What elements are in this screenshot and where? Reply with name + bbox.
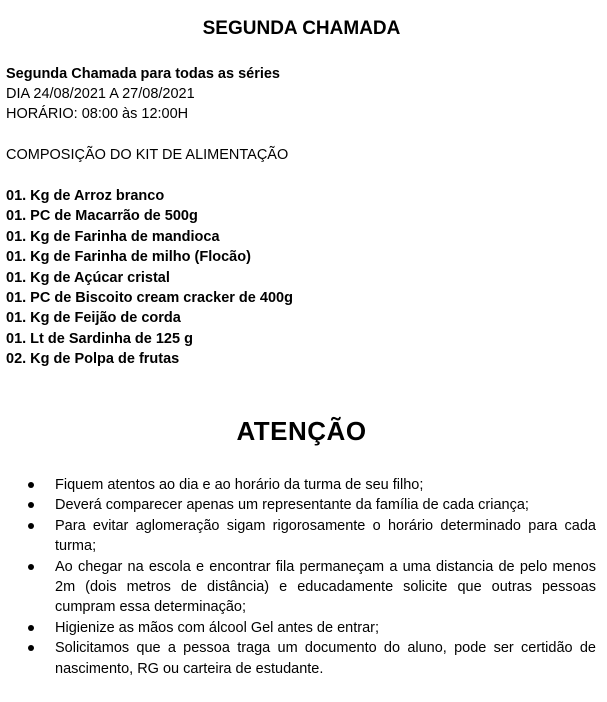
attention-notes-list xyxy=(28,475,596,679)
kit-item: 01. Kg de Açúcar cristal xyxy=(6,269,170,286)
kit-item: 02. Kg de Polpa de frutas xyxy=(6,351,180,368)
intro-schedule: HORÁRIO: 08:00 às 12:00H xyxy=(6,106,189,122)
intro-block xyxy=(6,64,596,124)
attention-note xyxy=(28,557,596,618)
bullet-icon xyxy=(28,564,34,570)
attention-note-text: Para evitar aglomeração sigam rigorosamente o horário determinado para cada turma; xyxy=(55,517,596,555)
bullet-icon xyxy=(28,645,34,651)
attention-note-text: Solicitamos que a pessoa traga um documento do aluno, pode ser certidão de nascimento, RG ou carteira de estudante. xyxy=(55,640,596,677)
attention-note xyxy=(28,618,596,638)
attention-note-text: Higienize as mãos com álcool Gel antes de entrar; xyxy=(55,619,379,636)
attention-note xyxy=(28,475,596,495)
attention-note xyxy=(28,495,596,515)
bullet-icon xyxy=(28,523,34,529)
intro-date-range: DIA 24/08/2021 A 27/08/2021 xyxy=(6,86,195,102)
attention-note xyxy=(28,638,596,679)
kit-heading: COMPOSIÇÃO DO KIT DE ALIMENTAÇÃO xyxy=(6,147,289,163)
kit-item: 01. Kg de Feijão de corda xyxy=(6,310,181,327)
page-title: SEGUNDA CHAMADA xyxy=(202,18,401,39)
attention-note-text: Fiquem atentos ao dia e ao horário da turma de seu filho; xyxy=(55,477,424,493)
kit-item: 01. Kg de Farinha de milho (Flocão) xyxy=(6,249,251,266)
attention-note xyxy=(28,516,596,557)
kit-item: 01. Kg de Farinha de mandioca xyxy=(6,228,220,245)
bullet-icon xyxy=(28,625,34,631)
attention-note-text: Ao chegar na escola e encontrar fila permaneçam a uma distancia de pelo menos 2m (dois metros de distância) e educadamente solicite que outras pessoas cumpram essa determinação; xyxy=(55,558,596,616)
kit-item: 01. Lt de Sardinha de 125 g xyxy=(6,330,193,347)
kit-item: 01. PC de Biscoito cream cracker de 400g xyxy=(6,289,293,306)
intro-subtitle: Segunda Chamada para todas as séries xyxy=(6,66,280,82)
kit-item: 01. Kg de Arroz branco xyxy=(6,188,165,204)
bullet-icon xyxy=(28,482,34,488)
kit-item-list xyxy=(6,186,293,370)
kit-item: 01. PC de Macarrão de 500g xyxy=(6,208,198,225)
attention-heading: ATENÇÃO xyxy=(236,416,367,446)
attention-note-text: Deverá comparecer apenas um representante da família de cada criança; xyxy=(55,497,529,514)
bullet-icon xyxy=(28,502,34,508)
